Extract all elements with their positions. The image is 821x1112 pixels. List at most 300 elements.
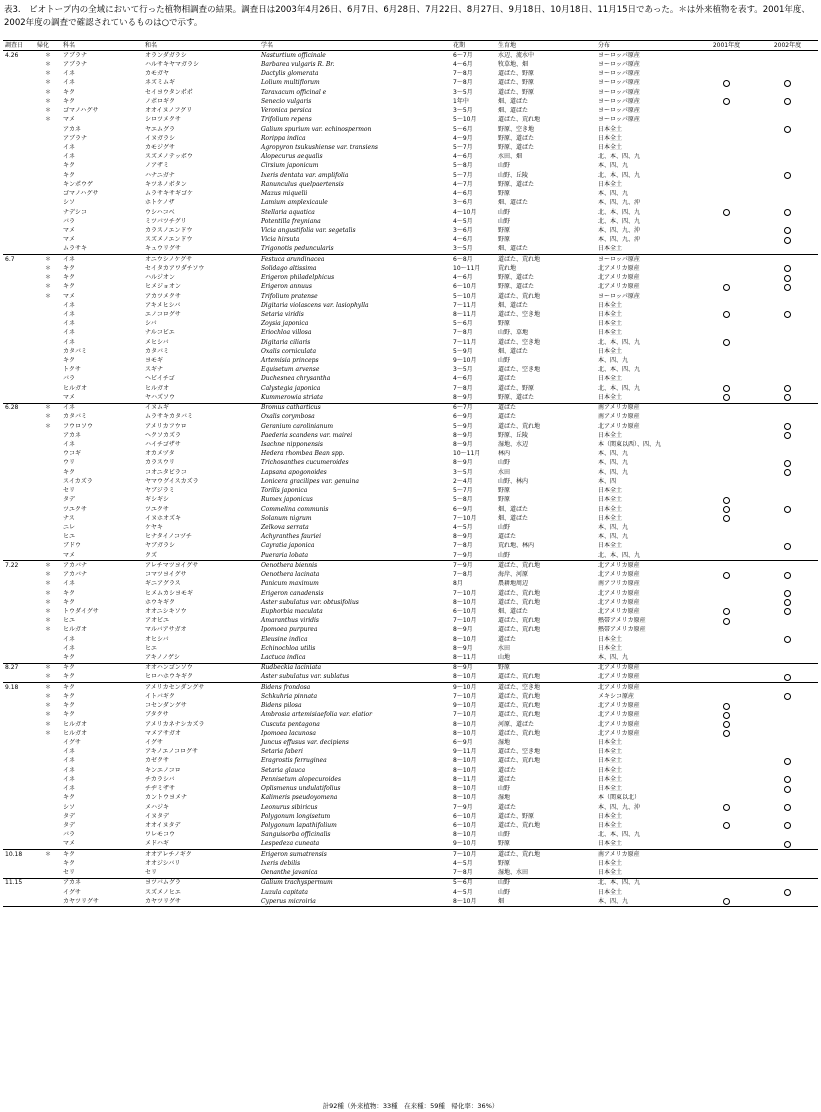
alien-mark bbox=[35, 859, 61, 868]
record-2002 bbox=[757, 580, 818, 589]
alien-mark bbox=[35, 487, 61, 496]
record-2002 bbox=[757, 422, 818, 431]
scientific-name: Ixeris debilis bbox=[261, 859, 301, 867]
family-name: ウリ bbox=[63, 459, 76, 467]
distribution: 日本全土 bbox=[598, 134, 623, 142]
record-2001 bbox=[696, 653, 757, 663]
scientific-name: Amaranthus viridis bbox=[261, 617, 319, 625]
flowering-period: 8～9月 bbox=[453, 441, 473, 449]
record-2002 bbox=[757, 338, 818, 347]
scientific-name: Trifolium repens bbox=[261, 116, 312, 124]
habitat: 湿地 bbox=[498, 794, 511, 802]
confirmed-circle-icon bbox=[723, 311, 730, 318]
scientific-name: Ranunculus quelpaertensis bbox=[261, 180, 344, 188]
scientific-name: Setaria faberi bbox=[261, 748, 303, 756]
scientific-name: Oenothera biennis bbox=[259, 561, 451, 571]
family-name: イネ bbox=[61, 255, 143, 265]
survey-date: 9.18 bbox=[3, 683, 35, 693]
habitat: 道ばた、荒れ地 bbox=[498, 626, 541, 634]
table-row bbox=[3, 551, 818, 561]
table-row bbox=[3, 226, 818, 235]
record-2001 bbox=[696, 403, 757, 413]
flowering-period: 7～11月 bbox=[453, 301, 477, 309]
alien-mark bbox=[35, 190, 61, 199]
habitat: 畑、道ばた bbox=[498, 97, 529, 105]
record-2002 bbox=[757, 477, 818, 486]
family-name: イネ bbox=[63, 320, 75, 328]
alien-mark: ＊ bbox=[44, 692, 51, 700]
survey-date bbox=[3, 570, 35, 579]
habitat: 道ばた、荒れ地 bbox=[498, 711, 541, 719]
record-2002 bbox=[757, 598, 818, 607]
record-2001 bbox=[696, 607, 757, 616]
table-row bbox=[3, 653, 818, 663]
habitat: 畑、道ばた bbox=[498, 245, 529, 253]
scientific-name: Zelkova serrata bbox=[261, 523, 309, 531]
table-row bbox=[3, 338, 818, 347]
survey-date bbox=[3, 125, 35, 134]
japanese-name: アカツメクサ bbox=[145, 292, 181, 300]
alien-mark bbox=[35, 153, 61, 162]
family-name: シソ bbox=[63, 199, 76, 207]
record-2001 bbox=[696, 393, 757, 403]
table-row bbox=[3, 162, 818, 171]
habitat: 道ばた、荒れ地 bbox=[498, 673, 541, 681]
col-header-alien: 帰化 bbox=[35, 41, 61, 51]
record-2001 bbox=[696, 347, 757, 356]
habitat: 道ばた、荒れ地 bbox=[498, 692, 541, 700]
record-2002 bbox=[757, 617, 818, 626]
table-row bbox=[3, 413, 818, 422]
col-header-habitat: 生育地 bbox=[496, 41, 596, 51]
distribution: 日本全土 bbox=[598, 329, 623, 337]
record-2002 bbox=[757, 794, 818, 803]
table-row bbox=[3, 644, 818, 653]
habitat: 道ばた、野原 bbox=[498, 812, 535, 820]
family-name: キク bbox=[63, 654, 76, 662]
alien-mark: ＊ bbox=[44, 702, 51, 710]
family-name: マメ bbox=[63, 116, 76, 124]
family-name: マメ bbox=[63, 551, 76, 559]
survey-date: 11.15 bbox=[3, 878, 35, 888]
record-2002 bbox=[757, 702, 818, 711]
alien-mark: ＊ bbox=[44, 97, 51, 105]
alien-mark bbox=[35, 775, 61, 784]
distribution: 本、四、九 bbox=[596, 897, 696, 907]
survey-date bbox=[3, 70, 35, 79]
distribution: 日本全土 bbox=[598, 635, 623, 643]
survey-date bbox=[3, 107, 35, 116]
confirmed-circle-icon bbox=[784, 590, 791, 597]
record-2001 bbox=[696, 729, 757, 738]
family-name: キク bbox=[63, 97, 76, 105]
table-row bbox=[3, 487, 818, 496]
alien-mark bbox=[35, 878, 61, 888]
habitat: 水辺、流水中 bbox=[498, 51, 535, 59]
distribution: 日本全土 bbox=[598, 775, 623, 783]
alien-mark bbox=[35, 505, 61, 514]
family-name: アカバナ bbox=[61, 561, 143, 571]
confirmed-circle-icon bbox=[784, 80, 791, 87]
flowering-period: 6～7月 bbox=[451, 403, 496, 413]
habitat: 畑、道ばた bbox=[498, 301, 529, 309]
confirmed-circle-icon bbox=[784, 636, 791, 643]
japanese-name: カントウヨメナ bbox=[145, 794, 188, 802]
record-2002 bbox=[757, 711, 818, 720]
flowering-period: 6～10月 bbox=[453, 607, 477, 615]
record-2001 bbox=[696, 617, 757, 626]
alien-mark bbox=[35, 180, 61, 189]
table-row bbox=[3, 107, 818, 116]
confirmed-circle-icon bbox=[723, 721, 730, 728]
japanese-name: スズメノヒエ bbox=[145, 888, 181, 896]
survey-date bbox=[3, 301, 35, 310]
record-2002 bbox=[757, 785, 818, 794]
japanese-name: ヨツバムグラ bbox=[143, 878, 259, 888]
survey-date bbox=[3, 310, 35, 319]
table-row bbox=[3, 663, 818, 673]
scientific-name: Trichosanthes cucumeroides bbox=[261, 459, 349, 467]
record-2002 bbox=[757, 366, 818, 375]
scientific-name: Ixeris dentata var. amplifolia bbox=[261, 171, 349, 179]
survey-date bbox=[3, 190, 35, 199]
japanese-name: ワレモコウ bbox=[145, 831, 176, 839]
family-name: イネ bbox=[63, 153, 75, 161]
table-row bbox=[3, 347, 818, 356]
confirmed-circle-icon bbox=[723, 209, 730, 216]
japanese-name: ナルコビエ bbox=[145, 329, 175, 337]
japanese-name: オオニシキソウ bbox=[145, 607, 187, 615]
record-2001 bbox=[696, 97, 757, 106]
habitat: 野原 bbox=[498, 320, 511, 328]
record-2002 bbox=[757, 310, 818, 319]
japanese-name: ヒメムカシヨモギ bbox=[145, 589, 194, 597]
alien-mark: ＊ bbox=[44, 422, 51, 430]
japanese-name: セイヨウタンポポ bbox=[145, 88, 193, 96]
habitat: 道ばた、空き地 bbox=[498, 310, 541, 318]
scientific-name: Ipomoea purpurea bbox=[261, 626, 318, 634]
record-2001 bbox=[696, 422, 757, 431]
confirmed-circle-icon bbox=[784, 674, 791, 681]
scientific-name: Solidago altissima bbox=[261, 264, 317, 272]
survey-date bbox=[3, 626, 35, 635]
scientific-name: Lactuca indica bbox=[261, 654, 306, 662]
survey-date bbox=[3, 97, 35, 106]
record-2002 bbox=[757, 153, 818, 162]
record-2002 bbox=[757, 561, 818, 571]
survey-date bbox=[3, 487, 35, 496]
flowering-period: 3～5月 bbox=[453, 366, 473, 374]
japanese-name: セイタカアワダチソウ bbox=[145, 264, 205, 272]
table-row bbox=[3, 711, 818, 720]
record-2001 bbox=[696, 850, 757, 860]
table-row bbox=[3, 533, 818, 542]
flowering-period: 7～11月 bbox=[453, 338, 477, 346]
flowering-period: 4～5月 bbox=[453, 859, 473, 867]
survey-date bbox=[3, 644, 35, 653]
flowering-period: 8～10月 bbox=[453, 673, 477, 681]
table-row bbox=[3, 775, 818, 784]
flowering-period: 8～10月 bbox=[453, 766, 477, 774]
survey-date bbox=[3, 589, 35, 598]
japanese-name: アメリカセンダングサ bbox=[143, 683, 259, 693]
japanese-name: オオハンゴンソウ bbox=[143, 663, 259, 673]
scientific-name: Galium spurium var. echinospermon bbox=[261, 125, 372, 133]
record-2002 bbox=[757, 663, 818, 673]
habitat: 道ばた、荒れ地 bbox=[496, 850, 596, 860]
distribution: ヨーロッパ原産 bbox=[598, 51, 640, 59]
record-2001 bbox=[696, 626, 757, 635]
table-row bbox=[3, 812, 818, 821]
table-row bbox=[3, 143, 818, 152]
habitat: 畑、道ばた bbox=[498, 107, 529, 115]
distribution: 北アメリカ原産 bbox=[598, 283, 640, 291]
record-2001 bbox=[696, 487, 757, 496]
survey-date bbox=[3, 236, 35, 245]
record-2001 bbox=[696, 134, 757, 143]
survey-date bbox=[3, 384, 35, 393]
flowering-period: 4～9月 bbox=[453, 134, 473, 142]
distribution: 北アメリカ原産 bbox=[598, 598, 640, 606]
flowering-period: 9～11月 bbox=[453, 748, 477, 756]
habitat: 道ばた、荒れ地 bbox=[498, 729, 541, 737]
flowering-period: 6～8月 bbox=[451, 255, 496, 265]
record-2002 bbox=[757, 255, 818, 265]
confirmed-circle-icon bbox=[784, 469, 791, 476]
habitat: 道ばた bbox=[498, 803, 517, 811]
survey-date bbox=[3, 450, 35, 459]
confirmed-circle-icon bbox=[784, 693, 791, 700]
distribution: 日本全土 bbox=[598, 347, 623, 355]
family-name: キク bbox=[63, 171, 76, 179]
flowering-period: 7～10月 bbox=[453, 514, 477, 522]
survey-date bbox=[3, 748, 35, 757]
record-2002 bbox=[757, 356, 818, 365]
scientific-name: Juncus effusus var. decipiens bbox=[261, 739, 349, 747]
record-2001 bbox=[696, 375, 757, 384]
survey-date bbox=[3, 431, 35, 440]
japanese-name: カタバミ bbox=[145, 347, 169, 355]
scientific-name: Lamium amplexicaule bbox=[261, 199, 328, 207]
record-2002 bbox=[757, 107, 818, 116]
alien-mark: ＊ bbox=[44, 720, 51, 728]
record-2002 bbox=[757, 653, 818, 663]
survey-date bbox=[3, 60, 35, 69]
confirmed-circle-icon bbox=[784, 841, 791, 848]
distribution: メキシコ原産 bbox=[598, 692, 634, 700]
record-2001 bbox=[696, 236, 757, 245]
japanese-name: ツユクサ bbox=[145, 505, 169, 513]
flowering-period: 9～10月 bbox=[451, 683, 496, 693]
confirmed-circle-icon bbox=[784, 543, 791, 550]
japanese-name: ヤブガラシ bbox=[145, 542, 175, 550]
flowering-period: 6～10月 bbox=[453, 283, 477, 291]
family-name: キク bbox=[63, 598, 76, 606]
flowering-period: 7～9月 bbox=[453, 551, 473, 559]
japanese-name: オヒシバ bbox=[145, 635, 169, 643]
alien-mark bbox=[35, 542, 61, 551]
flowering-period: 8～10月 bbox=[453, 729, 477, 737]
survey-date: 6.7 bbox=[3, 255, 35, 265]
distribution: 日本全土 bbox=[598, 125, 623, 133]
family-name: イネ bbox=[63, 310, 75, 318]
survey-date bbox=[3, 711, 35, 720]
alien-mark: ＊ bbox=[35, 683, 61, 693]
table-row bbox=[3, 757, 818, 766]
confirmed-circle-icon bbox=[723, 385, 730, 392]
japanese-name: カラスノエンドウ bbox=[145, 226, 193, 234]
record-2001 bbox=[696, 356, 757, 365]
table-row bbox=[3, 208, 818, 217]
survey-date bbox=[3, 375, 35, 384]
family-name: カタバミ bbox=[63, 347, 87, 355]
confirmed-circle-icon bbox=[723, 284, 730, 291]
record-2001 bbox=[696, 542, 757, 551]
alien-mark: ＊ bbox=[44, 292, 51, 300]
table-row bbox=[3, 116, 818, 125]
family-name: ヒルガオ bbox=[63, 729, 88, 737]
family-name: マメ bbox=[63, 236, 76, 244]
record-2001 bbox=[696, 107, 757, 116]
flowering-period: 8～10月 bbox=[453, 757, 477, 765]
alien-mark: ＊ bbox=[44, 413, 51, 421]
survey-date bbox=[3, 217, 35, 226]
record-2002 bbox=[757, 125, 818, 134]
table-row bbox=[3, 356, 818, 365]
survey-date bbox=[3, 477, 35, 486]
japanese-name: ヘクソカズラ bbox=[145, 431, 182, 439]
scientific-name: Lespedeza cuneata bbox=[261, 840, 320, 848]
distribution: 日本全土 bbox=[598, 245, 623, 253]
distribution: ヨーロッパ原産 bbox=[598, 107, 640, 115]
flowering-period: 3～5月 bbox=[453, 468, 473, 476]
japanese-name: オカメヅタ bbox=[145, 450, 175, 458]
scientific-name: Hedera rhombea Bean spp. bbox=[261, 450, 345, 458]
record-2002 bbox=[757, 897, 818, 907]
scientific-name: Euphorbia maculata bbox=[261, 607, 323, 615]
record-2002 bbox=[757, 514, 818, 523]
family-name: ゴマノハグサ bbox=[63, 107, 99, 115]
habitat: 荒れ地、林内 bbox=[498, 542, 535, 550]
table-row bbox=[3, 888, 818, 897]
habitat: 野原、道ばた bbox=[498, 274, 535, 282]
scientific-name: Cayratia japonica bbox=[261, 542, 315, 550]
habitat: 山野、丘陵 bbox=[498, 171, 529, 179]
distribution: 北、本、四、九 bbox=[598, 551, 641, 559]
habitat: 道ばた、荒れ地 bbox=[498, 617, 541, 625]
scientific-name: Pennisetum alopecuroides bbox=[261, 775, 342, 783]
family-name: キク bbox=[63, 589, 76, 597]
survey-date bbox=[3, 859, 35, 868]
record-2001 bbox=[696, 413, 757, 422]
family-name: マメ bbox=[63, 226, 76, 234]
confirmed-circle-icon bbox=[784, 889, 791, 896]
scientific-name: Lonicera gracilipes var. genuina bbox=[261, 477, 359, 485]
table-row bbox=[3, 635, 818, 644]
habitat: 道ばた、空き地 bbox=[498, 338, 541, 346]
record-2001 bbox=[696, 171, 757, 180]
record-2002 bbox=[757, 143, 818, 152]
japanese-name: カゼクサ bbox=[145, 757, 170, 765]
alien-mark: ＊ bbox=[44, 61, 51, 69]
alien-mark bbox=[35, 514, 61, 523]
family-name: ナス bbox=[63, 514, 75, 522]
family-name: ブドウ bbox=[63, 542, 82, 550]
flowering-period: 8～10月 bbox=[453, 785, 477, 793]
japanese-name: セリ bbox=[145, 869, 158, 877]
record-2001 bbox=[696, 468, 757, 477]
distribution: ヨーロッパ原産 bbox=[598, 88, 640, 96]
flowering-period: 5～6月 bbox=[453, 320, 473, 328]
record-2002 bbox=[757, 245, 818, 255]
alien-mark bbox=[35, 208, 61, 217]
habitat: 道ばた、荒れ地 bbox=[498, 589, 541, 597]
family-name: キク bbox=[61, 683, 143, 693]
survey-date bbox=[3, 171, 35, 180]
table-row bbox=[3, 831, 818, 840]
family-name: イネ bbox=[63, 329, 75, 337]
distribution: 本、四、九、沖 bbox=[598, 226, 641, 234]
alien-mark bbox=[35, 496, 61, 505]
family-name: マメ bbox=[63, 840, 76, 848]
japanese-name: ネズミムギ bbox=[145, 79, 176, 87]
japanese-name: カラスウリ bbox=[145, 459, 175, 467]
survey-date bbox=[3, 653, 35, 663]
record-2002 bbox=[757, 859, 818, 868]
alien-mark bbox=[35, 329, 61, 338]
japanese-name: スギナ bbox=[145, 366, 164, 374]
survey-date bbox=[3, 320, 35, 329]
record-2002 bbox=[757, 116, 818, 125]
table-row bbox=[3, 720, 818, 729]
record-2001 bbox=[696, 60, 757, 69]
japanese-name: ヒルガオ bbox=[145, 384, 170, 392]
survey-date bbox=[3, 273, 35, 282]
alien-mark: ＊ bbox=[44, 673, 51, 681]
record-2002 bbox=[757, 88, 818, 97]
habitat: 山野 bbox=[496, 878, 596, 888]
scientific-name: Oxalis corymbosa bbox=[261, 413, 315, 421]
survey-date bbox=[3, 692, 35, 701]
alien-mark bbox=[35, 301, 61, 310]
record-2002 bbox=[757, 273, 818, 282]
habitat: 野原、丘陵 bbox=[498, 431, 529, 439]
distribution: 本、四、九 bbox=[598, 523, 629, 531]
table-row bbox=[3, 403, 818, 413]
flowering-period: 7～10月 bbox=[453, 589, 477, 597]
record-2001 bbox=[696, 301, 757, 310]
habitat: 道ばた、荒れ地 bbox=[498, 598, 541, 606]
record-2002 bbox=[757, 283, 818, 292]
distribution: 北アメリカ原産 bbox=[598, 729, 640, 737]
japanese-name: イヌタデ bbox=[145, 812, 170, 820]
confirmed-circle-icon bbox=[723, 822, 730, 829]
alien-mark bbox=[35, 897, 61, 907]
record-2002 bbox=[757, 729, 818, 738]
distribution: 北アメリカ原産 bbox=[596, 663, 696, 673]
survey-date bbox=[3, 79, 35, 88]
habitat: 道ばた、野原 bbox=[498, 88, 535, 96]
col-header-2002: 2002年度 bbox=[757, 41, 818, 51]
flowering-period: 8～9月 bbox=[453, 431, 473, 439]
alien-mark bbox=[35, 375, 61, 384]
survey-date bbox=[3, 673, 35, 683]
flowering-period: 3～5月 bbox=[453, 245, 473, 253]
table-row bbox=[3, 440, 818, 449]
survey-date bbox=[3, 338, 35, 347]
habitat: 道ばた、野原 bbox=[498, 70, 535, 78]
record-2001 bbox=[696, 785, 757, 794]
